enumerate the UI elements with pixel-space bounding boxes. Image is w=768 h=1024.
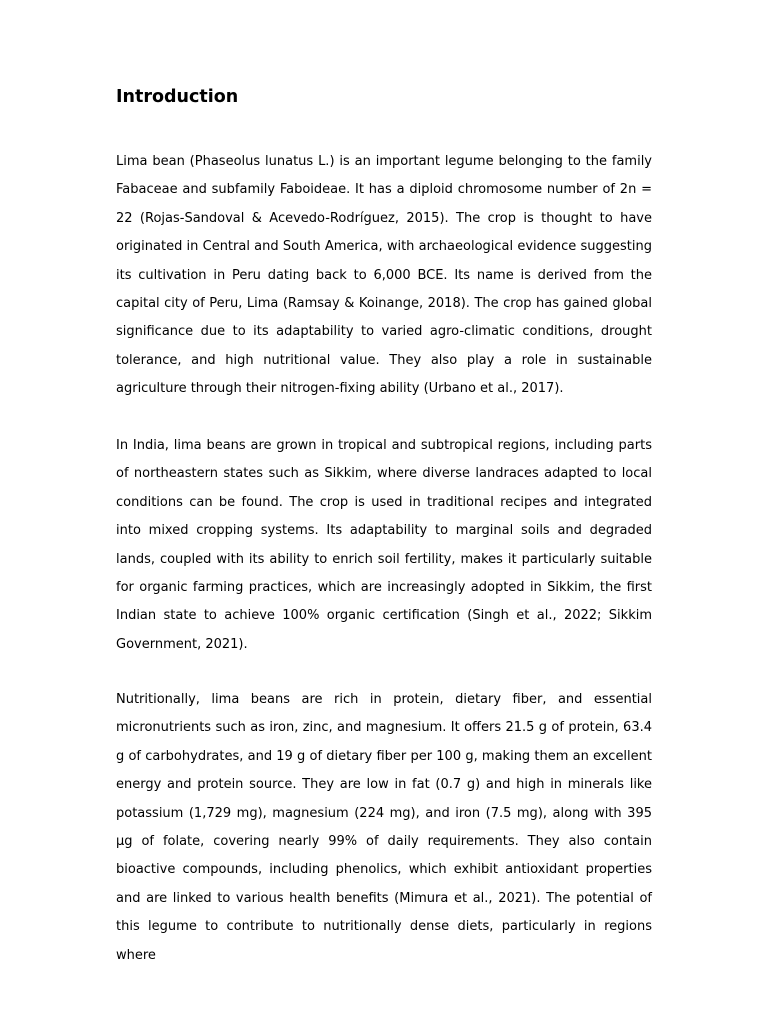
- paragraph-nutrition: Nutritionally, lima beans are rich in protein, dietary fiber, and essential micronutrients such as iron, zinc, and magnesium. It offers 21.5 g of protein, 63.4 g of carbohydrates, and 19 g of dietary fiber per 100 g, making them an excellent energy and protein source. They are low in fat (0.7 g) and high in minerals like potassium (1,729 mg), magnesium (224 mg), and iron (7.5 mg), along with 395 µg of folate, covering nearly 99% of daily requirements. They also contain bioactive compounds, including phenolics, which exhibit antioxidant properties and are linked to various health benefits (Mimura et al., 2021). The potential of this legume to contribute to nutritionally dense diets, particularly in regions where: [116, 692, 652, 963]
- document-page: [116, 0, 652, 1024]
- paragraph-origin: Lima bean (Phaseolus lunatus L.) is an important legume belonging to the family Fabaceae and subfamily Faboideae. It has a diploid chromosome number of 2n = 22 (Rojas-Sandoval & Acevedo-Rodríguez, 2015). The crop is thought to have originated in Central and South America, with archaeological evidence suggesting its cultivation in Peru dating back to 6,000 BCE. Its name is derived from the capital city of Peru, Lima (Ramsay & Koinange, 2018). The crop has gained global significance due to its adaptability to varied agro-climatic conditions, drought tolerance, and high nutritional value. They also play a role in sustainable agriculture through their nitrogen-fixing ability (Urbano et al., 2017).: [116, 154, 652, 397]
- paragraph-india: In India, lima beans are grown in tropical and subtropical regions, including parts of northeastern states such as Sikkim, where diverse landraces adapted to local conditions can be found. The crop is used in traditional recipes and integrated into mixed cropping systems. Its adaptability to marginal soils and degraded lands, coupled with its ability to enrich soil fertility, makes it particularly suitable for organic farming practices, which are increasingly adopted in Sikkim, the first Indian state to achieve 100% organic certification (Singh et al., 2022; Sikkim Government, 2021).: [116, 438, 652, 652]
- section-heading: Introduction: [116, 87, 239, 107]
